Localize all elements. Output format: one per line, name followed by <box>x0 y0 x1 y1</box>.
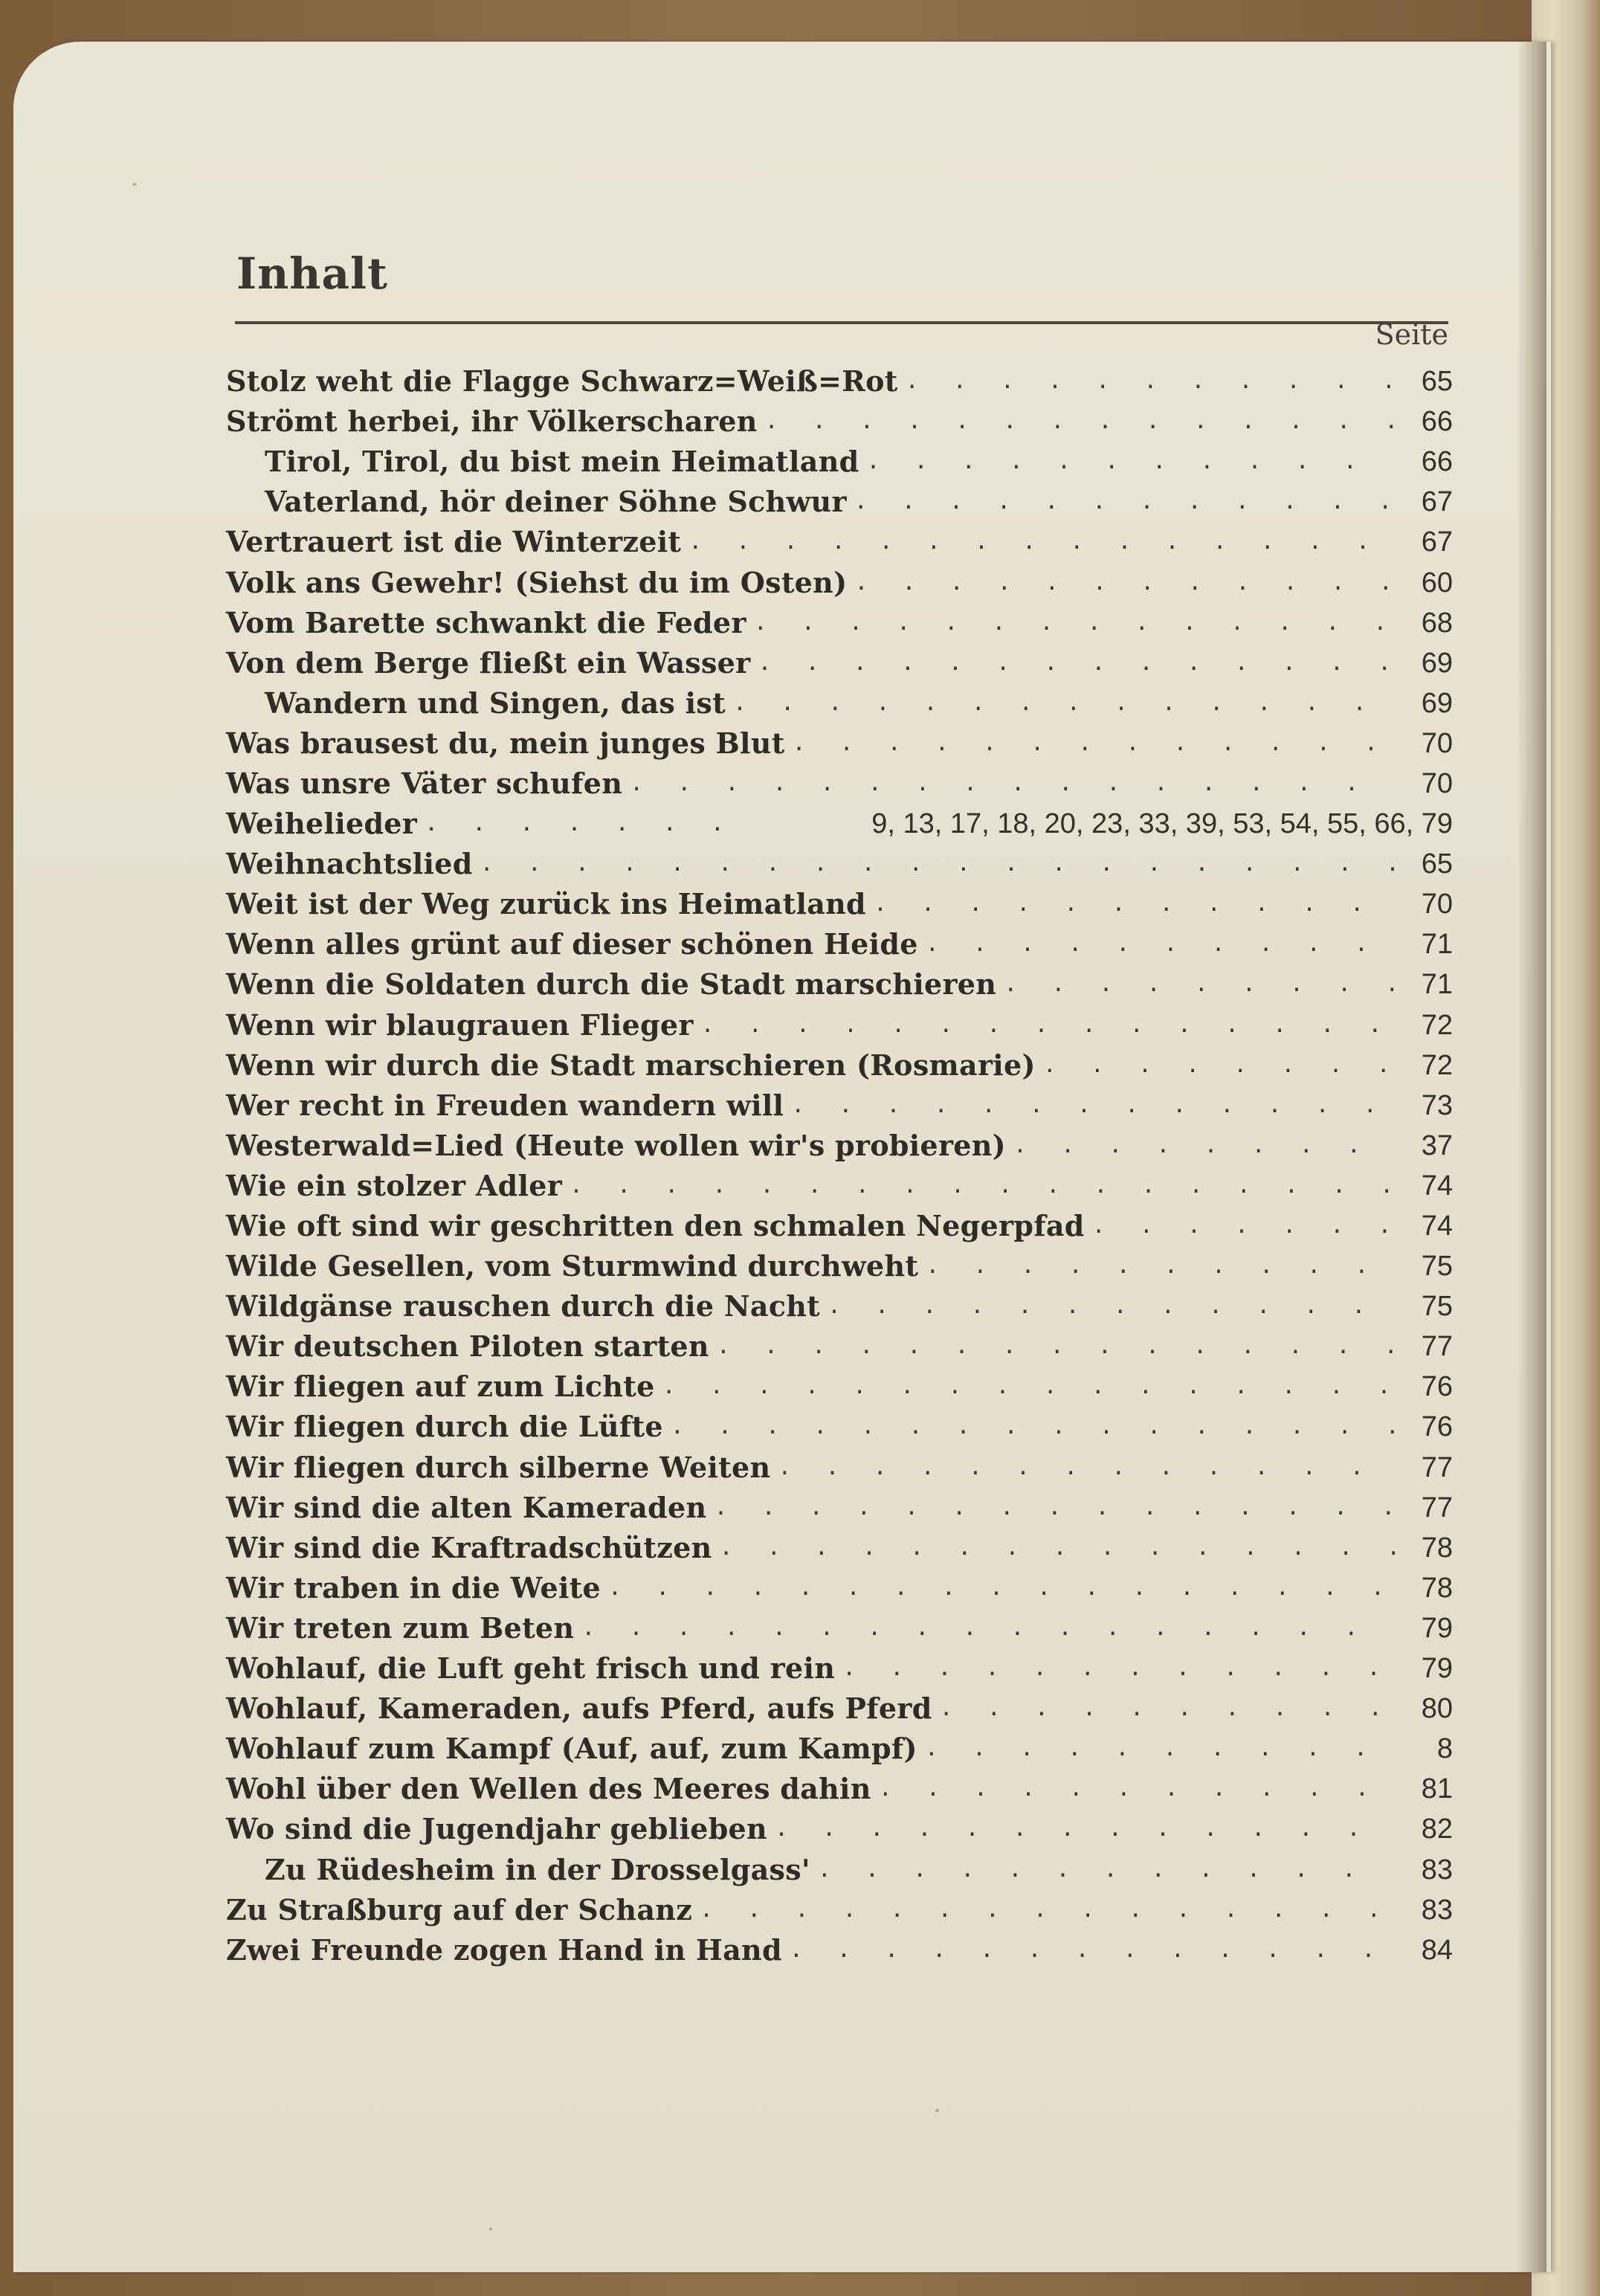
dot-leader <box>480 844 1395 884</box>
dot-leader <box>733 683 1395 723</box>
toc-entry-page: 74 <box>1421 1210 1453 1242</box>
toc-entry-page: 67 <box>1421 486 1453 518</box>
toc-entry-page: 72 <box>1421 1009 1453 1041</box>
toc-entry-page: 69 <box>1421 647 1453 679</box>
toc-entry <box>226 1367 1453 1407</box>
toc-entry-title: Weihelieder <box>226 807 418 841</box>
toc-entry-title: Wenn alles grünt auf dieser schönen Heide <box>226 927 918 961</box>
toc-entry <box>226 1005 1453 1045</box>
toc-entry-page: 65 <box>1421 848 1453 880</box>
toc-entry-title: Wie oft sind wir geschritten den schmalen Negerpfad <box>226 1209 1085 1243</box>
toc-entry-title: Wildgänse rauschen durch die Nacht <box>226 1289 821 1323</box>
toc-entry <box>226 1045 1453 1086</box>
toc-entry <box>226 1286 1453 1326</box>
toc-entry-page: 84 <box>1421 1934 1453 1966</box>
dot-leader <box>925 1729 1395 1769</box>
toc-entry-title: Wir sind die Kraftradschützen <box>226 1530 712 1564</box>
toc-entry-title: Wo sind die Jugendjahr geblieben <box>226 1812 767 1846</box>
toc-entry-title: Weit ist der Weg zurück ins Heimatland <box>226 887 866 921</box>
dot-leader <box>906 361 1395 402</box>
toc-entry-title: Zu Rüdesheim in der Drosselgass' <box>265 1852 810 1886</box>
toc-entry-page: 70 <box>1421 889 1453 920</box>
dot-leader <box>854 563 1395 603</box>
toc-entry <box>226 361 1453 402</box>
dot-leader <box>720 1528 1395 1568</box>
paper-speck <box>935 2109 939 2112</box>
dot-leader <box>754 603 1395 643</box>
toc-entry-page: 77 <box>1421 1492 1453 1523</box>
toc-entry-page: 68 <box>1421 607 1453 639</box>
toc-entry-title: Wir fliegen auf zum Lichte <box>226 1370 655 1404</box>
dot-leader <box>714 1488 1395 1528</box>
toc-entry <box>226 884 1453 924</box>
toc-entry-title: Wir fliegen durch silberne Weiten <box>226 1450 771 1484</box>
toc-entry <box>226 1608 1453 1648</box>
toc-entry-title: Stolz weht die Flagge Schwarz=Weiß=Rot <box>226 364 898 399</box>
toc-entry-title: Wandern und Singen, das ist <box>265 686 726 720</box>
toc-entry-title: Weihnachtslied <box>226 847 473 881</box>
dot-leader <box>775 1809 1395 1849</box>
toc-entry-page: 66 <box>1421 446 1453 478</box>
dot-leader <box>630 764 1395 804</box>
toc-entry <box>226 482 1453 522</box>
toc-entry <box>226 1729 1453 1769</box>
toc-entry <box>226 764 1453 804</box>
toc-entry-title: Tirol, Tirol, du bist mein Heimatland <box>265 445 859 479</box>
toc-entry-title: Wir treten zum Beten <box>226 1610 575 1645</box>
toc-entry <box>226 402 1453 442</box>
dot-leader <box>1043 1045 1395 1086</box>
toc-entry <box>226 1930 1453 1970</box>
page-title: Inhalt <box>236 248 388 299</box>
dot-leader <box>758 643 1395 683</box>
toc-entry <box>226 522 1453 562</box>
toc-entry-title: Vertrauert ist die Winterzeit <box>226 525 682 559</box>
dot-leader <box>1092 1206 1395 1246</box>
toc-entry <box>226 1166 1453 1206</box>
toc-entry-page: 79 <box>1421 1653 1453 1685</box>
toc-entry <box>226 1246 1453 1286</box>
toc-entry-title: Wenn wir durch die Stadt marschieren (Rosmarie) <box>226 1048 1036 1082</box>
toc-entry-page: 60 <box>1421 567 1453 599</box>
toc-entry <box>226 964 1453 1004</box>
table-of-contents <box>226 361 1453 1970</box>
toc-entry-title: Wir traben in die Weite <box>226 1570 601 1605</box>
toc-entry <box>226 1568 1453 1608</box>
toc-entry-page: 69 <box>1421 687 1453 719</box>
toc-entry <box>226 1528 1453 1568</box>
toc-entry-title: Wie ein stolzer Adler <box>226 1168 563 1202</box>
toc-entry-page: 74 <box>1421 1170 1453 1202</box>
toc-entry-page: 80 <box>1421 1693 1453 1725</box>
toc-entry-title: Von dem Berge fließt ein Wasser <box>226 645 751 680</box>
toc-entry-page: 71 <box>1421 929 1453 961</box>
toc-entry-page: 83 <box>1421 1854 1453 1886</box>
dot-leader <box>790 1930 1395 1970</box>
dot-leader <box>926 924 1395 964</box>
toc-entry-page: 83 <box>1421 1894 1453 1926</box>
toc-entry <box>226 1648 1453 1689</box>
dot-leader <box>793 723 1395 764</box>
dot-leader <box>765 402 1395 442</box>
toc-entry <box>226 1769 1453 1809</box>
book-page <box>13 42 1551 2272</box>
toc-entry-title: Vaterland, hör deiner Söhne Schwur <box>265 485 847 519</box>
paper-speck <box>132 183 137 186</box>
dot-leader <box>828 1286 1395 1326</box>
toc-entry-title: Wohlauf, die Luft geht frisch und rein <box>226 1651 836 1686</box>
toc-entry-title: Westerwald=Lied (Heute wollen wir's probieren) <box>226 1128 1006 1162</box>
toc-entry-page: 77 <box>1421 1331 1453 1363</box>
toc-entry <box>226 1086 1453 1126</box>
dot-leader <box>425 804 737 844</box>
dot-leader <box>818 1850 1395 1890</box>
toc-entry <box>226 1849 1453 1889</box>
dot-leader <box>700 1890 1395 1930</box>
dot-leader <box>842 1648 1395 1689</box>
toc-entry-page: 75 <box>1421 1251 1453 1283</box>
toc-entry-title: Zwei Freunde zogen Hand in Hand <box>226 1932 782 1967</box>
toc-entry-page: 72 <box>1421 1049 1453 1081</box>
toc-entry <box>226 683 1453 723</box>
dot-leader <box>778 1448 1395 1488</box>
toc-entry <box>226 1890 1453 1930</box>
dot-leader <box>867 442 1396 482</box>
toc-entry-page: 9, 13, 17, 18, 20, 23, 33, 39, 53, 54, 55, 66, 79 <box>871 808 1453 840</box>
toc-entry-page: 76 <box>1421 1371 1453 1403</box>
dot-leader <box>926 1246 1395 1286</box>
dot-leader <box>671 1407 1395 1447</box>
paper-speck <box>489 2228 492 2231</box>
toc-entry <box>226 1488 1453 1528</box>
toc-entry <box>226 1689 1453 1729</box>
toc-entry-title: Wenn die Soldaten durch die Stadt marschieren <box>226 967 997 1002</box>
toc-entry <box>226 723 1453 764</box>
toc-entry-page: 8 <box>1436 1733 1453 1765</box>
toc-entry-page: 37 <box>1421 1129 1453 1161</box>
toc-entry-title: Volk ans Gewehr! (Siehst du im Osten) <box>226 565 848 599</box>
toc-entry-page: 78 <box>1421 1532 1453 1564</box>
dot-leader <box>608 1568 1395 1608</box>
dot-leader <box>874 884 1395 924</box>
toc-entry <box>226 1448 1453 1488</box>
title-rule <box>235 321 1448 324</box>
toc-entry-title: Was unsre Väter schufen <box>226 766 623 800</box>
dot-leader <box>1004 964 1395 1004</box>
dot-leader <box>791 1086 1395 1126</box>
toc-entry-page: 67 <box>1421 526 1453 558</box>
toc-entry-page: 82 <box>1421 1813 1453 1845</box>
toc-entry <box>226 1809 1453 1849</box>
toc-entry-title: Wir fliegen durch die Lüfte <box>226 1410 663 1444</box>
toc-entry-page: 70 <box>1421 767 1453 799</box>
toc-entry-title: Wohlauf, Kameraden, aufs Pferd, aufs Pferd <box>226 1692 932 1726</box>
toc-entry <box>226 1407 1453 1447</box>
dot-leader <box>940 1689 1395 1729</box>
toc-entry-title: Wir deutschen Piloten starten <box>226 1329 709 1364</box>
toc-entry <box>226 804 1453 844</box>
dot-leader <box>688 522 1395 562</box>
toc-entry-title: Zu Straßburg auf der Schanz <box>226 1892 693 1926</box>
dot-leader <box>662 1367 1395 1407</box>
toc-entry <box>226 844 1453 884</box>
toc-entry <box>226 1206 1453 1246</box>
toc-entry-page: 75 <box>1421 1291 1453 1323</box>
dot-leader <box>581 1608 1395 1648</box>
page-column-header: Seite <box>1375 318 1448 351</box>
toc-entry-title: Wohlauf zum Kampf (Auf, auf, zum Kampf) <box>226 1732 917 1766</box>
toc-entry-page: 79 <box>1421 1612 1453 1644</box>
toc-entry <box>226 924 1453 964</box>
toc-entry-page: 65 <box>1421 366 1453 398</box>
toc-entry-title: Wir sind die alten Kameraden <box>226 1490 707 1524</box>
toc-entry <box>226 603 1453 643</box>
toc-entry-page: 77 <box>1421 1451 1453 1483</box>
page-fold-shadow <box>1517 42 1546 2272</box>
toc-entry-title: Wer recht in Freuden wandern will <box>226 1088 784 1122</box>
dot-leader <box>854 482 1395 522</box>
toc-entry-page: 66 <box>1421 406 1453 438</box>
toc-entry-page: 70 <box>1421 727 1453 759</box>
dot-leader <box>1013 1126 1395 1166</box>
toc-entry-page: 73 <box>1421 1089 1453 1121</box>
toc-entry-page: 81 <box>1421 1773 1453 1805</box>
toc-entry-title: Vom Barette schwankt die Feder <box>226 605 746 639</box>
toc-entry <box>226 643 1453 683</box>
toc-entry-page: 76 <box>1421 1411 1453 1443</box>
dot-leader <box>879 1769 1395 1809</box>
toc-entry-page: 71 <box>1421 969 1453 1001</box>
toc-entry <box>226 442 1453 482</box>
toc-entry <box>226 1326 1453 1367</box>
toc-entry-title: Wohl über den Wellen des Meeres dahin <box>226 1772 871 1806</box>
toc-entry-title: Strömt herbei, ihr Völkerscharen <box>226 404 758 439</box>
toc-entry <box>226 562 1453 602</box>
toc-entry-title: Wilde Gesellen, vom Sturmwind durchweht <box>226 1249 919 1283</box>
toc-entry-title: Wenn wir blaugrauen Flieger <box>226 1007 694 1042</box>
toc-entry <box>226 1126 1453 1166</box>
toc-entry-page: 78 <box>1421 1572 1453 1604</box>
dot-leader <box>570 1166 1395 1206</box>
dot-leader <box>701 1005 1395 1045</box>
dot-leader <box>717 1326 1395 1367</box>
toc-entry-title: Was brausest du, mein junges Blut <box>226 726 785 760</box>
